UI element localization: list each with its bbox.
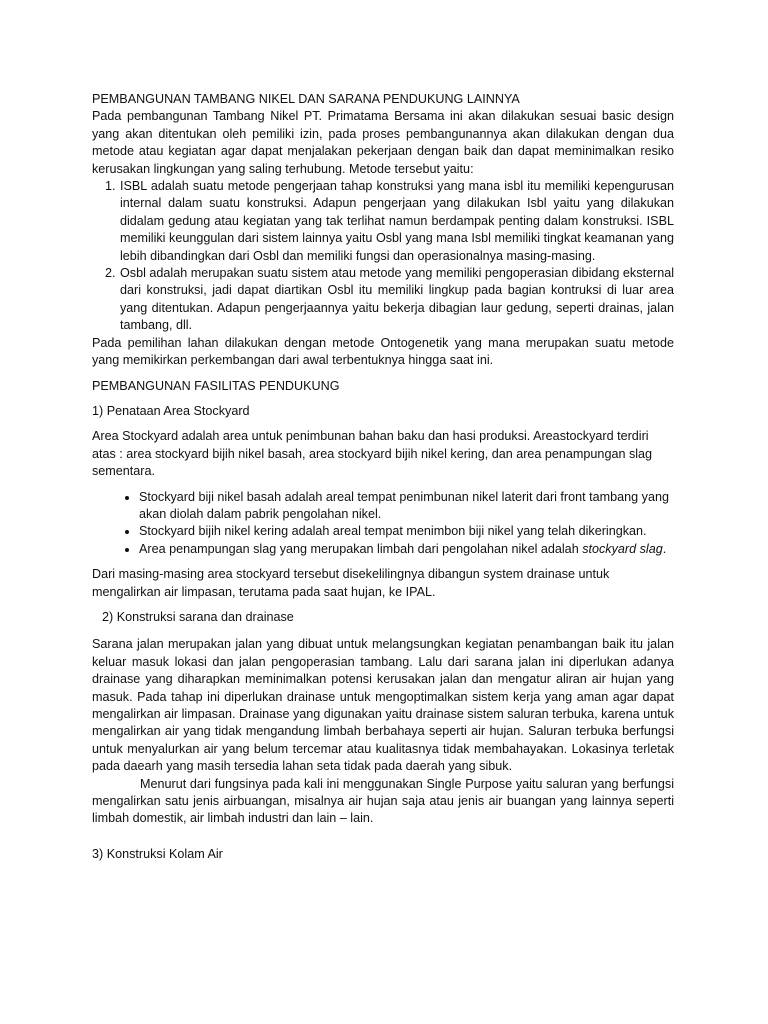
section-2-heading: 2) Konstruksi sarana dan drainase [102,609,294,624]
document-body [92,91,674,863]
bullet-slag-text: Area penampungan slag yang merupakan limbah dari pengolahan nikel adalah [139,541,583,556]
bullet-item-dry: • Stockyard bijih nikel kering adalah areal tempat menimbon biji nikel yang telah dikeringkan. [139,523,674,540]
section-1-heading: 1) Penataan Area Stockyard [92,403,250,418]
land-selection-paragraph: Pada pemilihan lahan dilakukan dengan metode Ontogenetik yang mana merupakan suatu metode yang memikirkan perkembangan dari awal terbentuknya hingga saat ini. [92,335,674,368]
stockyard-bullet-list [92,489,674,559]
section-3-heading: 3) Konstruksi Kolam Air [92,846,223,861]
bullet-slag-end: . [662,541,667,556]
bullet-item-slag [139,541,674,558]
facilities-heading: PEMBANGUNAN FASILITAS PENDUKUNG [92,378,340,393]
bullet-slag-italic: stockyard slag [582,541,663,556]
intro-paragraph: Pada pembangunan Tambang Nikel PT. Primatama Bersama ini akan dilakukan sesuai basic design yang akan ditentukan oleh pemiliki izin, pada proses pembangunannya akan dilakukan dengan dua metode atau kegiatan agar dapat menjalakan pekerjaan dengan baik dan dapat meminimalkan resiko kerusakan lingkungan yang saling terhubung. Metode tersebut yaitu: [92,109,674,176]
page-title: PEMBANGUNAN TAMBANG NIKEL DAN SARANA PENDUKUNG LAINNYA [92,92,520,106]
section-1-closing: Dari masing-masing area stockyard tersebut disekelilingnya dibangun system drainase untuk mengalirkan air limpasan, terutama pada saat hujan, ke IPAL. [92,567,610,599]
bullet-item-wet: • Stockyard biji nikel basah adalah areal tempat penimbunan nikel laterit dari front tambang yang akan diolah dalam pabrik pengolahan nikel. [139,489,674,524]
section-1-paragraph: Area Stockyard adalah area untuk penimbunan bahan baku dan hasi produksi. Areastockyard terdiri atas : area stockyard bijih nikel basah, area stockyard bijih nikel kering, dan area penampungan slag sementara. [92,429,653,479]
method-item-isbl: 1. ISBL adalah suatu metode pengerjaan tahap konstruksi yang mana isbl itu memiliki kepengurusan internal dalam suatu konstruksi. Adapun pengerjaan yang dilakukan Isbl yaitu yang dilakukan didalam gedung atau kegiatan yang tak terlihat namun berdampak penting dalam konstruksi. ISBL memiliki keunggulan dari sistem lainnya yaitu Osbl yang mana Isbl memiliki tingkat keamanan yang lebih dibandingkan dari Osbl dan memiliki fungsi dan operasionalnya masing-masing. [119,178,674,265]
method-item-osbl: 2. Osbl adalah merupakan suatu sistem atau metode yang memiliki pengoperasian dibidang eksternal dari konstruksi, jadi dapat diartikan Osbl itu memiliki lingkup pada bagian kontruksi di luar area yang ditentukan. Adapun pengerjaannya yaitu bekerja dibagian laur gedung, seperti drainas, jalan tambang, dll. [119,265,674,335]
section-2-paragraph-2: Menurut dari fungsinya pada kali ini menggunakan Single Purpose yaitu saluran yang berfungsi mengalirkan satu jenis airbuangan, misalnya air hujan saja atau jenis air buangan yang lainnya seperti limbah domestik, air limbah industri dan lain – lain. [92,776,674,826]
method-list [92,178,674,335]
section-2-paragraph-1: Sarana jalan merupakan jalan yang dibuat untuk melangsungkan kegiatan penambangan baik itu jalan keluar masuk lokasi dan jalan pengoperasian tambang. Lalu dari sarana jalan ini diperlukan adanya drainase yang diharapkan meminimalkan potensi kerusakan jalan dan mengatur aliran air hujan yang masuk. Pada tahap ini diperlukan drainase untuk mengoptimalkan sistem kerja yang aman agar dapat mengalirkan air limpasan. Drainase yang digunakan yaitu drainase sistem saluran terbuka, karena untuk mengalirkan air yang tidak mengandung limbah berbahaya seperti air hujan. Saluran terbuka berfungsi untuk menyalurkan air yang belum tercemar atau kualitasnya tidak membahayakan. Lokasinya terletak pada daearh yang masih tersedia lahan seta tidak pada daerah yang sibuk. [92,637,674,774]
